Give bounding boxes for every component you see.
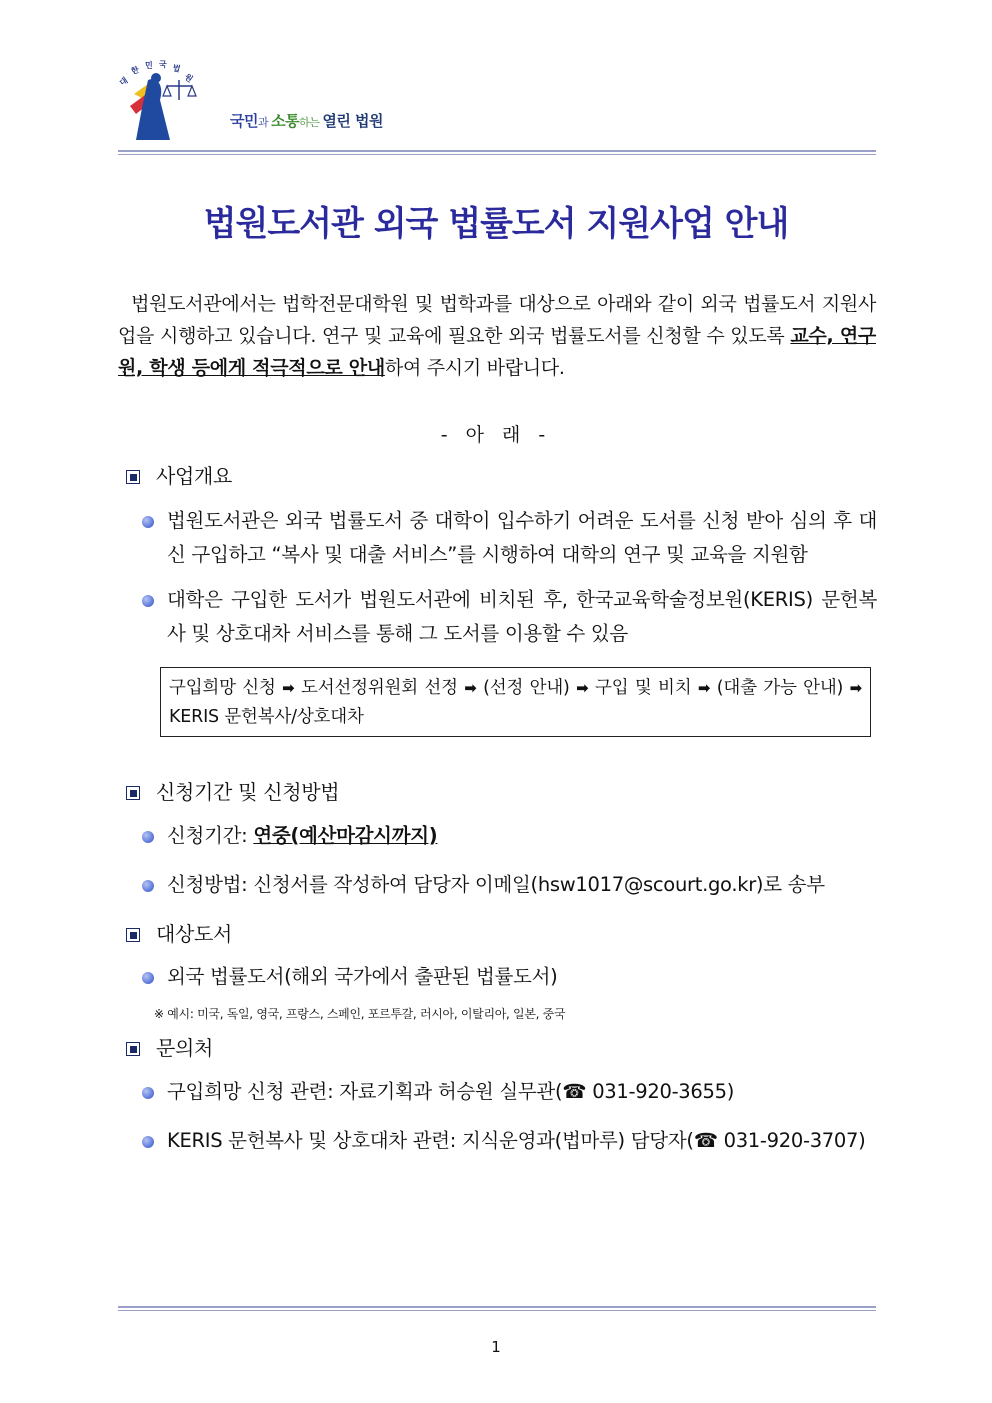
intro-text-end: 하여 주시기 바랍니다.	[384, 357, 565, 379]
page-number: 1	[491, 1338, 501, 1356]
list-item	[142, 504, 877, 572]
svg-text:원: 원	[182, 72, 195, 85]
section-heading-text: 대상도서	[156, 922, 233, 946]
target-text: 외국 법률도서(해외 국가에서 출판된 법률도서)	[167, 965, 558, 988]
svg-text:한: 한	[130, 65, 140, 76]
slogan-part: 법원	[355, 112, 384, 130]
svg-text:민: 민	[145, 61, 153, 70]
intro-text: 법원도서관에서는 법학전문대학원 및 법학과를 대상으로 아래와 같이 외국 법률도서 지원사업을 시행하고 있습니다. 연구 및 교육에 필요한 외국 법률도서를 신청할 수 있도록	[118, 293, 877, 347]
svg-text:국: 국	[159, 60, 167, 69]
list-item-text: 대학은 구입한 도서가 법원도서관에 비치된 후, 한국교육학술정보원(KERIS) 문헌복사 및 상호대차 서비스를 통해 그 도서를 이용할 수 있음	[167, 588, 877, 645]
svg-text:법: 법	[171, 63, 182, 74]
court-logo	[112, 56, 208, 142]
section-heading-target	[126, 918, 232, 947]
section-heading-text: 사업개요	[156, 464, 233, 488]
section-heading-contact	[126, 1032, 213, 1061]
arrow-right-icon: ➡	[697, 679, 711, 697]
period-label: 신청기간:	[167, 824, 254, 847]
arrow-right-icon: ➡	[464, 679, 477, 697]
section-heading-text: 신청기간 및 신청방법	[156, 780, 340, 804]
header-rule	[118, 150, 876, 155]
square-bullet-icon	[126, 928, 140, 942]
contact-label: 구입희망 신청 관련: 자료기획과 허승원 실무관(	[167, 1080, 563, 1103]
arrow-right-icon: ➡	[282, 679, 295, 697]
intro-paragraph	[118, 288, 876, 384]
list-item	[142, 819, 437, 853]
phone-icon: ☎	[693, 1129, 718, 1152]
flow-step: (대출 가능 안내)	[716, 678, 844, 698]
slogan-part: 과	[257, 116, 272, 129]
court-slogan	[230, 110, 383, 131]
slogan-part: 하는	[299, 116, 323, 129]
divider-label: - 아 래 -	[440, 424, 552, 446]
bullet-dot-icon	[142, 1087, 154, 1099]
process-flow-box	[160, 667, 871, 737]
footer-rule	[118, 1306, 876, 1311]
list-item	[142, 960, 557, 994]
section-heading-text: 문의처	[156, 1036, 214, 1060]
svg-text:대: 대	[117, 75, 130, 88]
slogan-part: 국민	[230, 112, 258, 130]
flow-step: 구입 및 비치	[594, 678, 692, 698]
document-title: 법원도서관 외국 법률도서 지원사업 안내	[203, 204, 789, 244]
contact-phone: 031-920-3655)	[592, 1080, 735, 1103]
square-bullet-icon	[126, 1042, 140, 1056]
arrow-right-icon: ➡	[849, 679, 862, 697]
slogan-part: 열린	[322, 112, 356, 130]
contact-label: KERIS 문헌복사 및 상호대차 관련: 지식운영과(법마루) 담당자(	[167, 1129, 694, 1152]
bullet-dot-icon	[142, 516, 154, 528]
period-value: 연중(예산마감시까지)	[253, 824, 438, 847]
flow-step: 도서선정위원회 선정	[301, 678, 458, 698]
example-note: ※ 예시: 미국, 독일, 영국, 프랑스, 스페인, 포르투갈, 러시아, 이탈리아, 일본, 중국	[154, 1007, 566, 1021]
contact-phone: 031-920-3707)	[723, 1129, 866, 1152]
list-item-text: 법원도서관은 외국 법률도서 중 대학이 입수하기 어려운 도서를 신청 받아 심의 후 대신 구입하고 “복사 및 대출 서비스”를 시행하여 대학의 연구 및 교육을 지원함	[167, 509, 877, 566]
list-item	[142, 1075, 734, 1109]
intro-emphasis: 교수, 연구원, 학생 등에게 적극적으로 안내	[118, 325, 876, 379]
flow-step: KERIS 문헌복사/상호대차	[169, 707, 364, 727]
bullet-dot-icon	[142, 831, 154, 843]
bullet-dot-icon	[142, 880, 154, 892]
arrow-right-icon: ➡	[576, 679, 589, 697]
bullet-dot-icon	[142, 595, 154, 607]
list-item	[142, 583, 877, 651]
square-bullet-icon	[126, 786, 140, 800]
bullet-dot-icon	[142, 1136, 154, 1148]
phone-icon: ☎	[562, 1080, 587, 1103]
flow-step: (선정 안내)	[483, 678, 570, 698]
section-heading-period	[126, 776, 339, 805]
list-item	[142, 1124, 865, 1158]
section-heading-overview	[126, 460, 232, 489]
bullet-dot-icon	[142, 972, 154, 984]
flow-step: 구입희망 신청	[169, 678, 276, 698]
slogan-part: 소통	[271, 112, 300, 130]
square-bullet-icon	[126, 470, 140, 484]
list-item	[142, 868, 825, 902]
method-text: 신청방법: 신청서를 작성하여 담당자 이메일(hsw1017@scourt.go.kr)로 송부	[167, 873, 825, 896]
